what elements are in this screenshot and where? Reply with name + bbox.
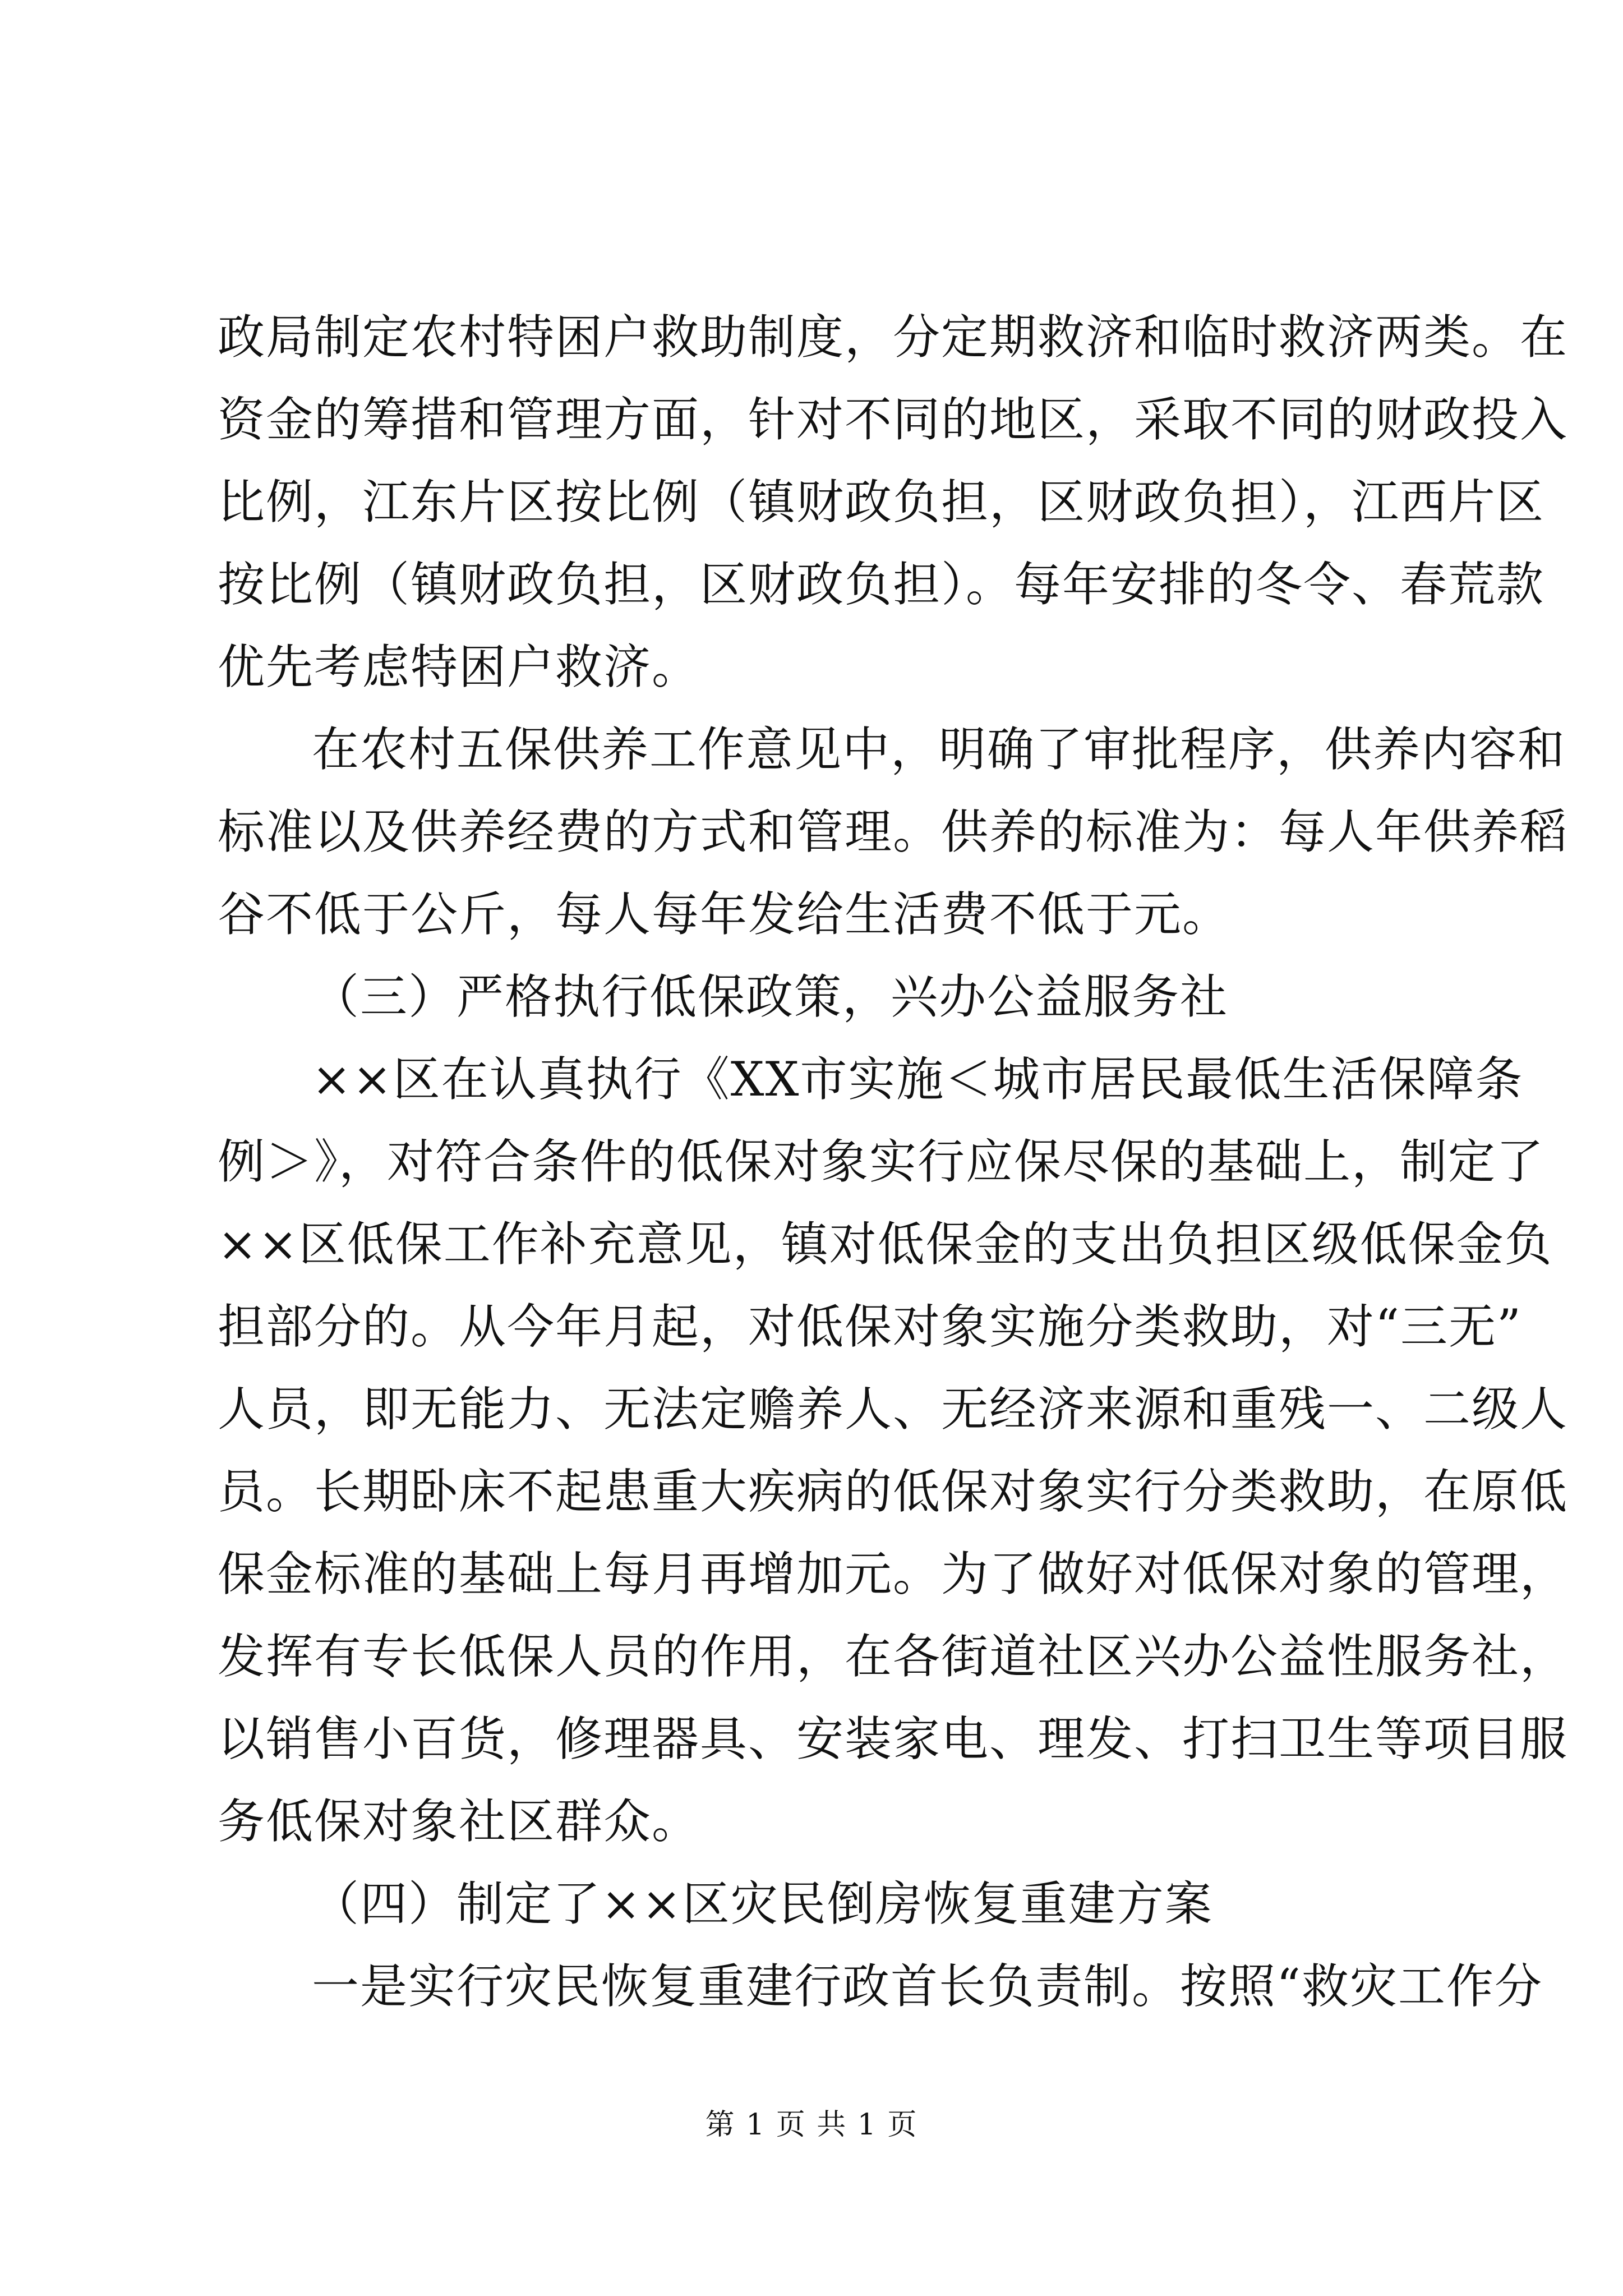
- text-line: 例＞》，对符合条件的低保对象实行应保尽保的基础上，制定了: [218, 1134, 1545, 1189]
- text-line: 优先考虑特困户救济。: [218, 639, 700, 694]
- section-heading-text: （三）严格执行低保政策，兴办公益服务社: [312, 969, 1229, 1024]
- text-line: 员。长期卧床不起患重大疾病的低保对象实行分类救助，在原低: [218, 1464, 1569, 1519]
- paragraph-special-hardship-relief: [218, 296, 1569, 708]
- text-line: 资金的筹措和管理方面，针对不同的地区，采取不同的财政投入: [218, 392, 1569, 447]
- text-line: ××区低保工作补充意见，镇对低保金的支出负担区级低保金负: [218, 1217, 1553, 1272]
- section-heading-text: （四）制定了××区灾民倒房恢复重建方案: [312, 1876, 1213, 1931]
- paragraph-five-guarantees: [218, 708, 1569, 956]
- paragraph-minimum-living-allowance: [218, 1038, 1569, 1863]
- text-line: 以销售小百货，修理器具、安装家电、理发、打扫卫生等项目服: [218, 1711, 1569, 1766]
- text-line: 一是实行灾民恢复重建行政首长负责制。按照“救灾工作分: [312, 1959, 1543, 2014]
- page-number-footer: 第 1 页 共 1 页: [705, 2108, 918, 2142]
- document-body: [218, 296, 1569, 2028]
- section-heading-4: [218, 1863, 1405, 1945]
- text-line: 保金标准的基础上每月再增加元。为了做好对低保对象的管理，: [218, 1547, 1569, 1602]
- text-line: 担部分的。从今年月起，对低保对象实施分类救助，对“三无”: [218, 1299, 1522, 1354]
- text-line: 比例，江东片区按比例（镇财政负担，区财政负担），江西片区: [218, 475, 1545, 530]
- paragraph-reconstruction: [218, 1945, 1543, 2028]
- text-line: 按比例（镇财政负担，区财政负担）。每年安排的冬令、春荒款: [218, 557, 1545, 612]
- text-line: 政局制定农村特困户救助制度，分定期救济和临时救济两类。在: [218, 310, 1569, 365]
- text-line: 谷不低于公斤，每人每年发给生活费不低于元。: [218, 887, 1231, 942]
- text-line: ××区在认真执行《XX市实施＜城市居民最低生活保障条: [312, 1052, 1524, 1107]
- text-line: 标准以及供养经费的方式和管理。供养的标准为：每人年供养稻: [218, 804, 1569, 859]
- text-line: 人员，即无能力、无法定赡养人、无经济来源和重残一、二级人: [218, 1382, 1569, 1437]
- text-line: 务低保对象社区群众。: [218, 1794, 700, 1849]
- text-line: 发挥有专长低保人员的作用，在各街道社区兴办公益性服务社，: [218, 1629, 1569, 1684]
- text-line: 在农村五保供养工作意见中，明确了审批程序，供养内容和: [312, 722, 1566, 777]
- section-heading-3: [218, 956, 1405, 1038]
